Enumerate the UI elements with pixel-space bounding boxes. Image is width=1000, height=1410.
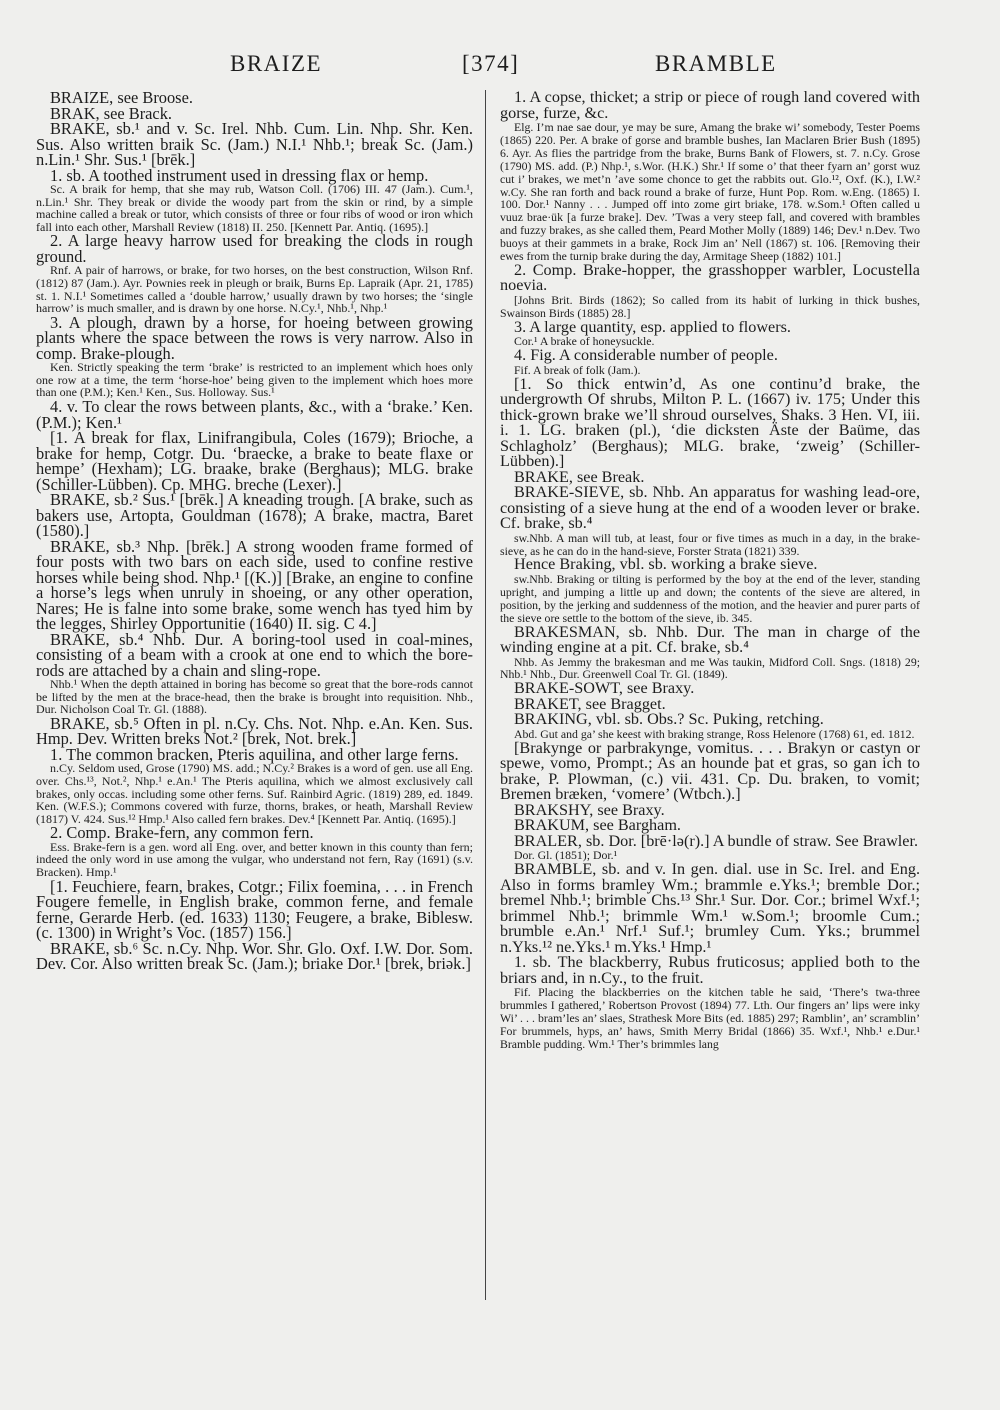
citation-paragraph: Nhb. As Jemmy the brakesman and me Was taukin, Midford Coll. Sngs. (1818) 29; Nhb.¹ Nhb., Dur. Greenwell Coal Tr. Gl. (1849). xyxy=(500,654,920,682)
entry-paragraph: BRAKE, sb.³ Nhp. [brēk.] A strong wooden frame formed of four posts with two bars on each side, used to confine restive horses while being shod. Nhp.¹ [(K.)] [Brake, an engine to confine a horse’s legs when unruly in shoeing, or any other operation, Nares; He is falne into some brake, some wench has tyed him by the legges, Shirley Opportunitie (1640) II. sig. C 4.] xyxy=(36,536,473,634)
entry-paragraph: BRAKE-SIEVE, sb. Nhb. An apparatus for washing lead-ore, consisting of a sieve hung at the end of a wooden lever or brake. Cf. brake, sb.⁴ xyxy=(500,483,920,533)
citation-paragraph: sw.Nhb. A man will tub, at least, four or five times as much in a day, in the brake-sieve, as he can do in the hand-sieve, Forster Strata (1821) 339. xyxy=(500,530,920,558)
entry-paragraph: BRAKSHY, see Braxy. xyxy=(514,800,665,819)
citation-paragraph: Ess. Brake-fern is a gen. word all Eng. over, and better known in this county than fern; indeed the only word in use among the vulgar, who understand not fern, Ray (1691) (s.v. Bracken). Hmp.¹ xyxy=(36,839,473,879)
entry-paragraph: 2. A large heavy harrow used for breaking the clods in rough ground. xyxy=(36,231,473,266)
citation-paragraph: [Johns Brit. Birds (1862); So called from its habit of lurking in thick bushes, Swainson Birds (1885) 28.] xyxy=(500,292,920,320)
entry-paragraph: BRAIZE, see Broose. xyxy=(50,90,193,107)
page-number: [374] xyxy=(462,51,520,76)
entry-paragraph: BRAKET, see Bragget. xyxy=(514,694,666,713)
entry-paragraph: BRAKE, sb.² Sus.¹ [brēk.] A kneading trough. [A brake, such as bakers use, Artopta, Gouldman (1678); A brake, mactra, Baret (1580).] xyxy=(36,490,473,541)
entry-paragraph: BRALER, sb. Dor. [brē·lə(r).] A bundle of straw. See Brawler. xyxy=(514,831,918,850)
entry-paragraph: 4. v. To clear the rows between plants, &c., with a ‘brake.’ Ken. (P.M.); Ken.¹ xyxy=(36,397,473,432)
entry-paragraph: [Brakynge or parbrakynge, vomitus. . . . Brakyn or castyn or spewe, vomo, Prompt.; As an hounde þat et gras, so gan ich to brake, P. Plowman, (c.) vii. 431. Cp. Du. braken, to vomit; Bremen bræken, ‘vomere’ (Wtbch.).] xyxy=(500,738,920,804)
citation-paragraph: Abd. Gut and ga’ she keest with braking strange, Ross Helenore (1768) 61, ed. 1812. xyxy=(514,726,915,741)
entry-paragraph: [1. A break for flax, Linifrangibula, Coles (1679); Brioche, a brake for hemp, Cotgr. Du. ‘braecke, a brake to beate flaxe or hempe’ (Hexham); LG. braake, brake (Berghaus); MLG. brake (Schiller-Lübben). Cp. MHG. breche (Lexer).] xyxy=(36,428,473,494)
citation-paragraph: Fif. A break of folk (Jam.). xyxy=(514,362,641,377)
entry-paragraph: BRAKE-SOWT, see Braxy. xyxy=(514,679,695,698)
citation-paragraph: Fif. Placing the blackberries on the kitchen table he said, ‘There’s twa-three brummles I gathered,’ Robertson Provost (1894) 77. Lth. Our fingers an’ lips were inky Wi’ . . . bram’les an’ slaes, Strathesk More Bits (ed. 1885) 297; Ramblin’, an’ scramblin’ For brummels, hyps, an’ haws, Smith Merry Bridal (1866) 35. Wxf.¹, Nhb.¹ e.Dur.¹ Bramble pudding. Wm.¹ Ther’s brimmles lang xyxy=(500,985,920,1051)
citation-paragraph: Sc. A braik for hemp, that she may rub, Watson Coll. (1706) III. 47 (Jam.). Cum.¹, n.Lin.¹ Shr. They break or divide the woody part from the skin or rind, by a simple machine called a break or tutor, which consists of three or four ribs of wood or iron which fall into each other, Marshall Review (1818) II. 250. [Kennett Par. Antiq. (1695).] xyxy=(36,182,473,234)
citation-paragraph: Dor. Gl. (1851); Dor.¹ xyxy=(514,848,618,863)
citation-paragraph: Ken. Strictly speaking the term ‘brake’ is restricted to an implement which hoes only one row at a time, the term ‘horse-hoe’ being given to the implement which hoes more than one (P.M.); Ken.¹ Ken., Sus. Holloway. Sus.¹ xyxy=(36,360,473,400)
entry-paragraph: 3. A large quantity, esp. applied to flowers. xyxy=(514,317,791,336)
entry-paragraph: 1. sb. A toothed instrument used in dressing flax or hemp. xyxy=(50,165,429,185)
left-column xyxy=(36,90,473,1315)
entry-paragraph: 3. A plough, drawn by a horse, for hoeing between growing plants where the space between the rows is very narrow. Also in comp. Brake-plough. xyxy=(36,312,473,363)
citation-paragraph: n.Cy. Seldom used, Grose (1790) MS. add.; N.Cy.² Brakes is a word of gen. use all Eng. over. Chs.¹³, Not.², Nhp.¹ e.An.¹ The Pteris aquilina, which we almost exclusively call brakes, only occas. including some other ferns. Suf. Rainbird Agric. (1819) 289, ed. 1849. Ken. (W.F.S.); Commons covered with furze, thorns, brakes, or heath, Marshall Review (1817) V. 424. Sus.¹² Hmp.¹ Also called fern brakes. Dev.⁴ [Kennett Par. Antiq. (1695).] xyxy=(36,761,473,826)
entry-paragraph: BRAK, see Brack. xyxy=(50,103,172,123)
citation-paragraph: Nhb.¹ When the depth attained in boring has become so great that the bore-rods cannot be lifted by the men at the brace-head, then the brake is brought into requisition. Nhb., Dur. Nicholson Coal Tr. Gl. (1888). xyxy=(36,677,473,717)
entry-paragraph: [1. So thick entwin’d, As one continu’d brake, the undergrowth Of shrubs, Milton P. L. (1667) iv. 175; Under this thick-grown brake we’ll shroud ourselves, Shaks. 3 Hen. VI, iii. i. 1. LG. braken (pl.), ‘die dicksten Äste der Baüme, das Schlagholz’ (Berghaus); MLG. brake, ‘zweig’ (Schiller-Lübben).] xyxy=(500,374,920,471)
entry-paragraph: 1. sb. The blackberry, Rubus fruticosus; applied both to the briars and, in n.Cy., to the fruit. xyxy=(500,953,920,987)
entry-paragraph: BRAKUM, see Bargham. xyxy=(514,816,681,835)
entry-paragraph: BRAMBLE, sb. and v. In gen. dial. use in Sc. Irel. and Eng. Also in forms bramley Wm.; brammle e.Yks.¹; bremble Dor.; bremel Nhb.¹; brimble Chs.¹³ Shr.¹ Sur. Dor. Cor.; brimel Wxf.¹; brimmel Nhb.¹; brimmle Wm.¹ w.Som.¹; broomle Cum.; brumble e.An.¹ Nrf.¹ Suf.¹; brumley Cum. Yks.; brummel n.Yks.¹² ne.Yks.¹ m.Yks.¹ Hmp.¹ xyxy=(500,860,920,956)
entry-paragraph: 2. Comp. Brake-fern, any common fern. xyxy=(50,823,314,843)
entry-paragraph: 4. Fig. A considerable number of people. xyxy=(514,346,778,365)
entry-paragraph: BRAKE, sb.¹ and v. Sc. Irel. Nhb. Cum. Lin. Nhp. Shr. Ken. Sus. Also written braik Sc. (Jam.) N.I.¹ Nhb.¹; break Sc. (Jam.) n.Lin.¹ Shr. Sus.¹ [brēk.] xyxy=(36,119,473,169)
entry-paragraph: BRAKE, sb.⁵ Often in pl. n.Cy. Chs. Not. Nhp. e.An. Ken. Sus. Hmp. Dev. Written breks Not.² [brek, Not. brek.] xyxy=(36,713,473,749)
citation-paragraph: Cor.¹ A brake of honeysuckle. xyxy=(514,334,655,349)
column-divider xyxy=(485,90,486,1300)
entry-paragraph: 2. Comp. Brake-hopper, the grasshopper warbler, Locustella noevia. xyxy=(500,260,920,295)
entry-paragraph: BRAKING, vbl. sb. Obs.? Sc. Puking, retching. xyxy=(514,710,824,729)
entry-paragraph: BRAKE, sb.⁴ Nhb. Dur. A boring-tool used in coal-mines, consisting of a beam with a crook at one end to which the bore-rods are attached by a chain and sling-rope. xyxy=(36,629,473,680)
citation-paragraph: Rnf. A pair of harrows, or brake, for two horses, on the best construction, Wilson Rnf. (1812) 87 (Jam.). Ayr. Pownies reek in pleugh or braik, Burns Ep. Lapraik (Apr. 21, 1785) st. 1. N.I.¹ Sometimes called a ‘double harrow,’ usually drawn by two horses; the ‘single harrow’ is much smaller, and is drawn by one horse. N.Cy.¹, Nhb.¹, Nhp.¹ xyxy=(36,263,473,316)
running-head-right: BRAMBLE xyxy=(655,51,777,76)
entry-paragraph: BRAKESMAN, sb. Nhb. Dur. The man in charge of the winding engine at a pit. Cf. brake, sb.⁴ xyxy=(500,622,920,657)
right-column xyxy=(500,90,920,1300)
entry-paragraph: Hence Braking, vbl. sb. working a brake sieve. xyxy=(514,555,818,574)
entry-paragraph: 1. The common bracken, Pteris aquilina, and other large ferns. xyxy=(50,744,459,764)
citation-paragraph: sw.Nhb. Braking or tilting is performed by the boy at the end of the lever, standing upright, and jumping a little up and down; the contents of the sieve are altered, in position, by the jerking and suddenness of the motion, and the heavier and purer parts of the sieve ore settle to the bottom of the sieve, ib. 345. xyxy=(500,571,920,625)
entry-paragraph: BRAKE, see Break. xyxy=(514,467,645,486)
running-head-left: BRAIZE xyxy=(230,51,323,76)
entry-paragraph: 1. A copse, thicket; a strip or piece of rough land covered with gorse, furze, &c. xyxy=(500,90,920,122)
entry-paragraph: BRAKE, sb.⁶ Sc. n.Cy. Nhp. Wor. Shr. Glo. Oxf. I.W. Dor. Som. Dev. Cor. Also written break Sc. (Jam.); briake Dor.¹ [brek, briək.] xyxy=(36,938,473,974)
entry-paragraph: [1. Feuchiere, fearn, brakes, Cotgr.; Filix foemina, . . . in French Fougere femelle, in English brake, common ferne, and female ferne, Gerarde Herb. (ed. 1633) 1130; Feugere, a brake, Biblesw. (c. 1300) in Wright’s Voc. (1857) 156.] xyxy=(36,876,473,943)
citation-paragraph: Elg. I’m nae sae dour, ye may be sure, Amang the brake wi’ somebody, Tester Poems (1865) 220. Per. A brake of gorse and bramble bushes, Ian Maclaren Brier Bush (1895) 6. Ayr. As flies the partridge from the brake, Burns Bank of Flowers, st. 7. n.Cy. Grose (1790) MS. add. (P.) Nhp.¹, s.Wor. (H.K.) Shr.¹ If some o’ that theer fyarn an’ gorst wuz cut i’ brakes, we met’n ’ave some chonce to get the rabbits out. Glo.¹², Oxf. (K.), I.W.² w.Cy. She ran forth and back round a brake of furze, Hunt Pop. Rom. w.Eng. (1865) I. 100. Dor.¹ Nanny . . . Jumped off into zome girt briake, 178. w.Som.¹ Often called u vuuz brae·ük [a furze brake]. Dev. ’Twas a very steep fall, and covered with brambles and fuzzy brakes, as she called them, Peard Mother Molly (1889) 146; Dev.¹ n.Dev. Two buoys at their gammets in a brake, Rock Jim an’ Nell (1867) st. 106. [Removing their ewes from the turnip brake during the day, Armitage Sheep (1882) 101.] xyxy=(500,120,920,264)
